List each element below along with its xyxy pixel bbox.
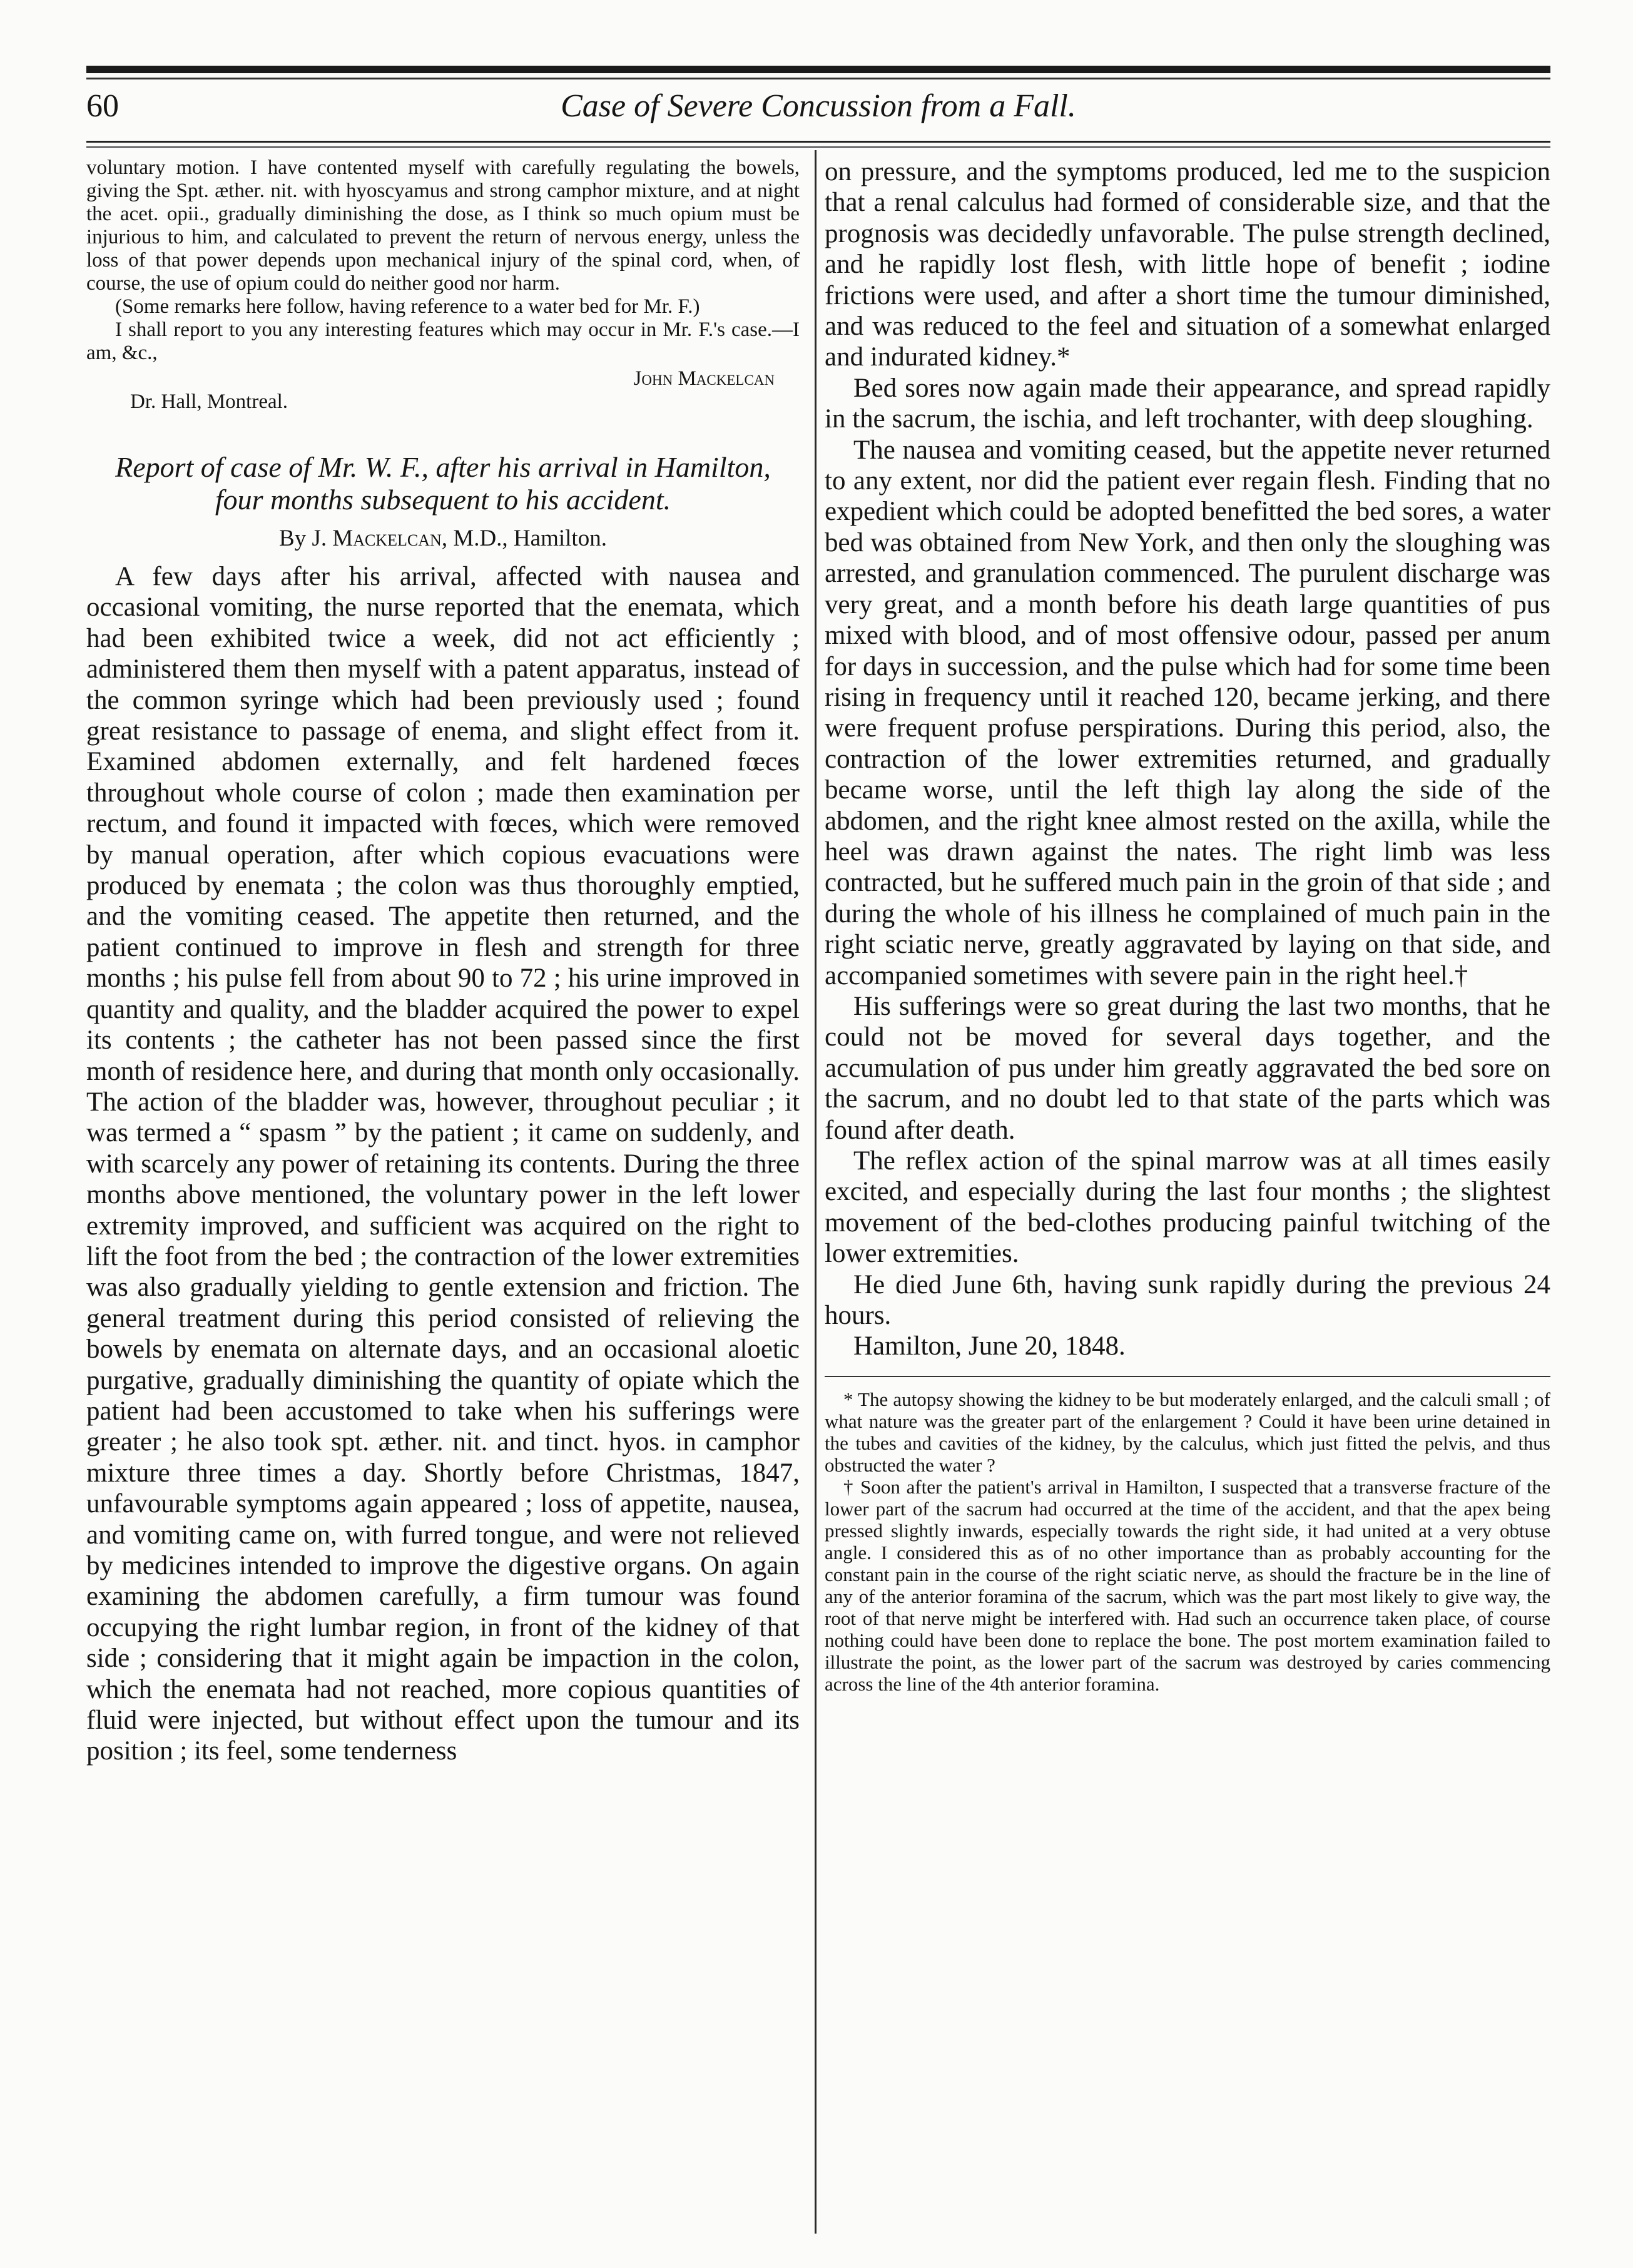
running-title: Case of Severe Concussion from a Fall. (561, 88, 1076, 124)
place-date: Hamilton, June 20, 1848. (853, 1331, 1126, 1361)
byline-prefix: By J. (279, 526, 327, 551)
letter-addressee: Dr. Hall, Montreal. (130, 390, 288, 413)
paragraph-bed-sores: Bed sores now again made their appearance, and spread rapidly in the sacrum, the ischia, and left trochanter, with deep sloughing. (825, 373, 1550, 434)
paragraph-reflex-action: The reflex action of the spinal marrow was at all times easily excited, and especially during the last four months ; the slightest movement of the bed-clothes producing painful twitching of the lower extremities. (825, 1146, 1550, 1269)
page-header (86, 88, 1550, 131)
footnote-autopsy: * The autopsy showing the kidney to be but moderately enlarged, and the calculi small ; of what nature was the greater part of the enlargement ? Could it have been urine detained in the tubes and cavities of the kidney, by the calculus, which just fitted the pelvis, and thus obstructed the water ? (825, 1388, 1550, 1477)
byline-author: Mackelcan (332, 526, 442, 551)
letter-report-line: I shall report to you any interesting features which may occur in Mr. F.'s case.—I am, &c., (86, 318, 800, 364)
paragraph-continuation: on pressure, and the symptoms produced, led me to the suspicion that a renal calculus had formed of considerable size, and that the prognosis was decidedly unfavorable. The pulse strength declined, and he rapidly lost flesh, with little hope of benefit ; iodine frictions were used, and after a short time the tumour diminished, and was reduced to the feel and situation of a somewhat enlarged and indurated kidney.* (825, 157, 1550, 372)
right-column (825, 156, 1550, 1695)
letter-remark: (Some remarks here follow, having reference to a water bed for Mr. F.) (115, 295, 700, 318)
footnote-fracture: † Soon after the patient's arrival in Hamilton, I suspected that a transverse fracture of the lower part of the sacrum had occurred at the time of the accident, and that the apex being pressed slightly inwards, especially towards the right side, it had united at a very obtuse angle. I considered this as of no other importance than as probably accounting for the constant pain in the course of the right sciatic nerve, as should the fracture be in the line of any of the anterior foramina of the sacrum, which was the part most likely to give way, the root of that nerve might be interfered with. Had such an occurrence taken place, of course nothing could have been done to replace the bone. The post mortem examination failed to illustrate the point, as the lower part of the sacrum was destroyed by caries commencing across the line of the 4th anterior foramina. (825, 1476, 1550, 1696)
left-column (86, 156, 800, 1767)
column-divider (815, 150, 816, 2234)
paragraph-nausea: The nausea and vomiting ceased, but the appetite never returned to any extent, nor did the patient ever regain flesh. Finding that no expedient which could be adopted benefitted the bed sores, a water bed was obtained from New York, and then only the sloughing was arrested, and granulation commenced. The purulent discharge was very great, and a month before his death large quantities of pus mixed with blood, and of most offensive odour, passed per anum for days in succession, and the pulse which had for some time been rising in frequency until it reached 120, became jerking, and there were frequent profuse perspirations. During this period, also, the contraction of the lower extremities returned, and gradually became worse, until the left thigh lay along the side of the abdomen, and the right knee almost rested on the axilla, while the heel was drawn against the nates. The right limb was less contracted, but he suffered much pain in the groin of that side ; and during the whole of his illness he complained of much pain in the right sciatic nerve, greatly aggravated by laying on that side, and accompanied sometimes with severe pain in the right heel.† (825, 435, 1550, 990)
report-body: A few days after his arrival, affected with nausea and occasional vomiting, the nurse reported that the enemata, which had been exhibited twice a week, did not act efficiently ; administered them then myself with a patent apparatus, instead of the common syringe which had been previously used ; found great resistance to passage of enema, and slight effect from it. Examined abdomen externally, and felt hardened fœces throughout whole course of colon ; made then examination per rectum, and found it impacted with fœces, which were removed by manual operation, after which copious evacuations were produced by enemata ; the colon was thus thoroughly emptied, and the vomiting ceased. The appetite then returned, and the patient continued to improve in flesh and strength for three months ; his pulse fell from about 90 to 72 ; his urine improved in quantity and quality, and the bladder acquired the power to expel its contents ; the catheter has not been passed since the first month of residence here, and during that month only occasionally. The action of the bladder was, however, throughout peculiar ; it was termed a “ spasm ” by the patient ; it came on suddenly, and with scarcely any power of retaining its contents. During the three months above mentioned, the voluntary power in the left lower extremity improved, and sufficient was acquired on the right to lift the foot from the bed ; the contraction of the lower extremities was also gradually yielding to gentle extension and friction. The general treatment during this period consisted of relieving the bowels by enemata on alternate days, and an occasional aloetic purgative, gradually diminishing the quantity of opiate which the patient had been accustomed to take when his sufferings were greater ; he also took spt. æther. nit. and tinct. hyos. in camphor mixture three times a day. Shortly before Christmas, 1847, unfavourable symptoms again appeared ; loss of appetite, nausea, and vomiting came on, with furred tongue, and were not relieved by medicines intended to improve the digestive organs. On again examining the abdomen carefully, a firm tumour was found occupying the right lumbar region, in front of the kidney of that side ; considering that it might again be impaction in the colon, which the enemata had not reached, more copious quantities of fluid were injected, but without effect upon the tumour and its position ; its feel, some tenderness (86, 562, 800, 1766)
letter-signature: John Mackelcan (633, 367, 775, 390)
header-rule (86, 141, 1550, 143)
byline-suffix: , M.D., Hamilton. (441, 526, 607, 551)
letter-body: voluntary motion. I have contented myself with carefully regulating the bowels, giving the Spt. æther. nit. with hyoscyamus and strong camphor mixture, and at night the acet. opii., gradually diminishing the dose, as I think so much opium must be injurious to him, and calculated to prevent the return of nervous energy, unless the loss of that power depends upon mechanical injury of the spinal cord, when, of course, the use of opium could do neither good nor harm. (86, 156, 800, 295)
paragraph-death: He died June 6th, having sunk rapidly during the previous 24 hours. (825, 1269, 1550, 1331)
header-rule-thin (86, 146, 1550, 148)
top-rule-thin (86, 78, 1550, 79)
report-title: Report of case of Mr. W. F., after his arrival in Hamilton, four months subsequent to his accident. (115, 451, 771, 516)
report-byline (86, 525, 800, 552)
top-rule (86, 66, 1550, 73)
paragraph-sufferings: His sufferings were so great during the last two months, that he could not be moved for several days together, and the accumulation of pus under him greatly aggravated the bed sore on the sacrum, and no doubt led to that state of the parts which was found after death. (825, 991, 1550, 1145)
footnote-rule (825, 1376, 1550, 1377)
page-number: 60 (86, 88, 119, 124)
